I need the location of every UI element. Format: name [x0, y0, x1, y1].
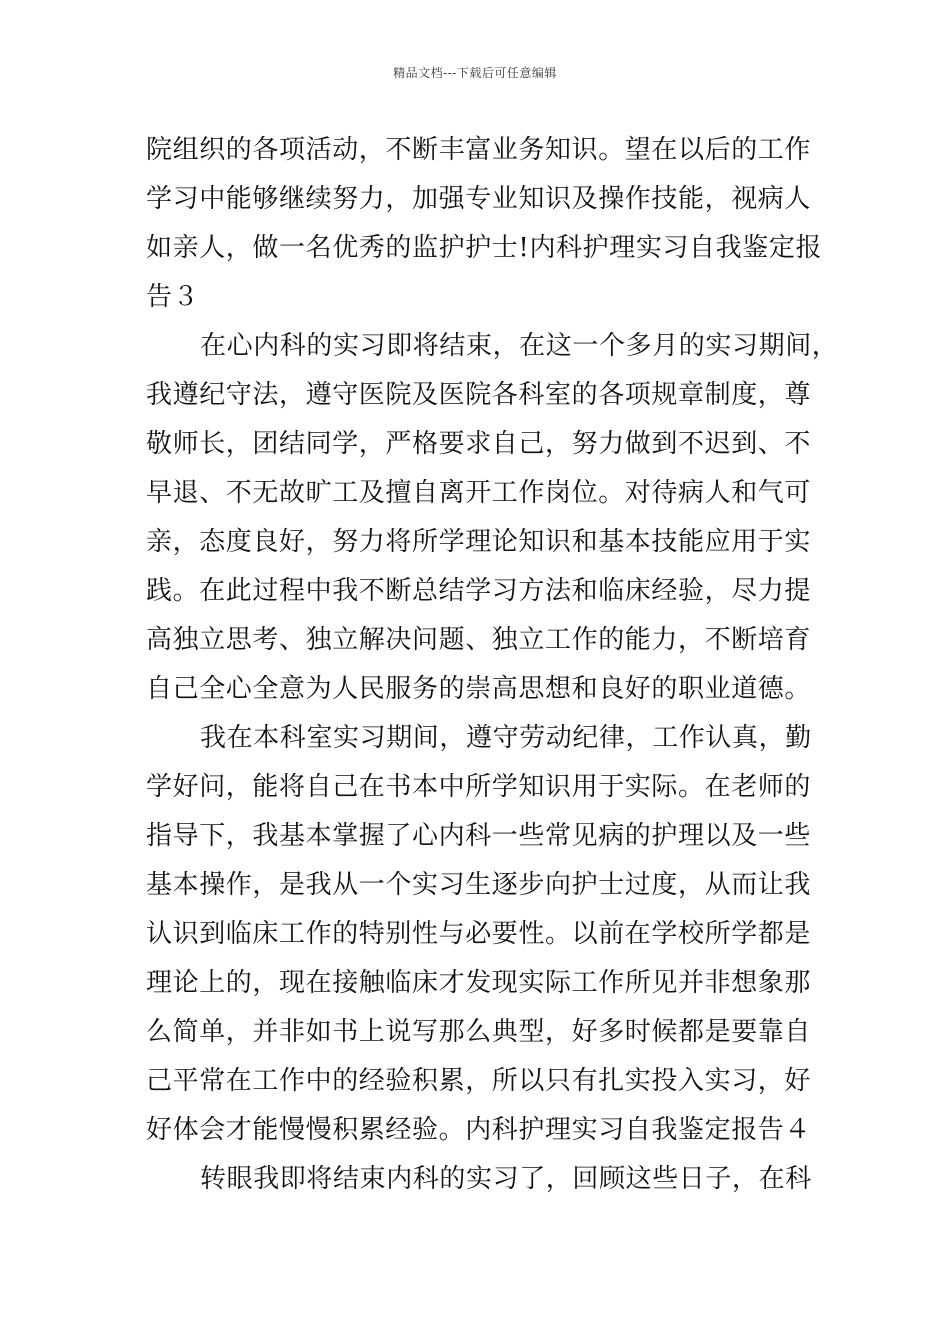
- text-line: 么简单，并非如书上说写那么典型，好多时候都是要靠自: [146, 1017, 812, 1047]
- text-line: 如亲人，做一名优秀的监护护士!内科护理实习自我鉴定报: [146, 233, 823, 263]
- text-line: 高独立思考、独立解决问题、独立工作的能力，不断培育: [146, 625, 812, 655]
- text-line: 院组织的各项活动，不断丰富业务知识。望在以后的工作: [146, 135, 812, 165]
- text-line: 学习中能够继续努力，加强专业知识及操作技能，视病人: [146, 184, 812, 214]
- text-line: 好体会才能慢慢积累经验。内科护理实习自我鉴定报告４: [146, 1115, 812, 1145]
- text-line: 学好问，能将自己在书本中所学知识用于实际。在老师的: [146, 772, 812, 802]
- page-header: 精品文档---下载后可任意编辑: [393, 66, 557, 80]
- text-line: 践。在此过程中我不断总结学习方法和临床经验，尽力提: [146, 576, 812, 606]
- text-line: 指导下，我基本掌握了心内科一些常见病的护理以及一些: [146, 821, 812, 851]
- text-line: 告３: [146, 282, 200, 312]
- text-line: 自己全心全意为人民服务的崇高思想和良好的职业道德。: [146, 674, 812, 704]
- text-line-indented: 我在本科室实习期间，遵守劳动纪律，工作认真，勤: [200, 723, 812, 753]
- paragraph-3: [146, 714, 810, 1155]
- document-body: [146, 126, 839, 1204]
- text-line: 敬师长，团结同学，严格要求自己，努力做到不迟到、不: [146, 429, 812, 459]
- text-line: 亲，态度良好，努力将所学理论知识和基本技能应用于实: [146, 527, 812, 557]
- text-line: 早退、不无故旷工及擅自离开工作岗位。对待病人和气可: [146, 478, 812, 508]
- paragraph-1: [146, 126, 823, 322]
- text-line: 己平常在工作中的经验积累，所以只有扎实投入实习，好: [146, 1066, 812, 1096]
- paragraph-4: [146, 1155, 810, 1204]
- text-line: 我遵纪守法，遵守医院及医院各科室的各项规章制度，尊: [146, 380, 812, 410]
- text-line-indented: 在心内科的实习即将结束，在这一个多月的实习期间，: [200, 331, 839, 361]
- paragraph-2: [146, 322, 839, 714]
- text-line: 基本操作，是我从一个实习生逐步向护士过度，从而让我: [146, 870, 812, 900]
- text-line-indented: 转眼我即将结束内科的实习了，回顾这些日子，在科: [200, 1164, 812, 1194]
- text-line: 理论上的，现在接触临床才发现实际工作所见并非想象那: [146, 968, 812, 998]
- text-line: 认识到临床工作的特别性与必要性。以前在学校所学都是: [146, 919, 812, 949]
